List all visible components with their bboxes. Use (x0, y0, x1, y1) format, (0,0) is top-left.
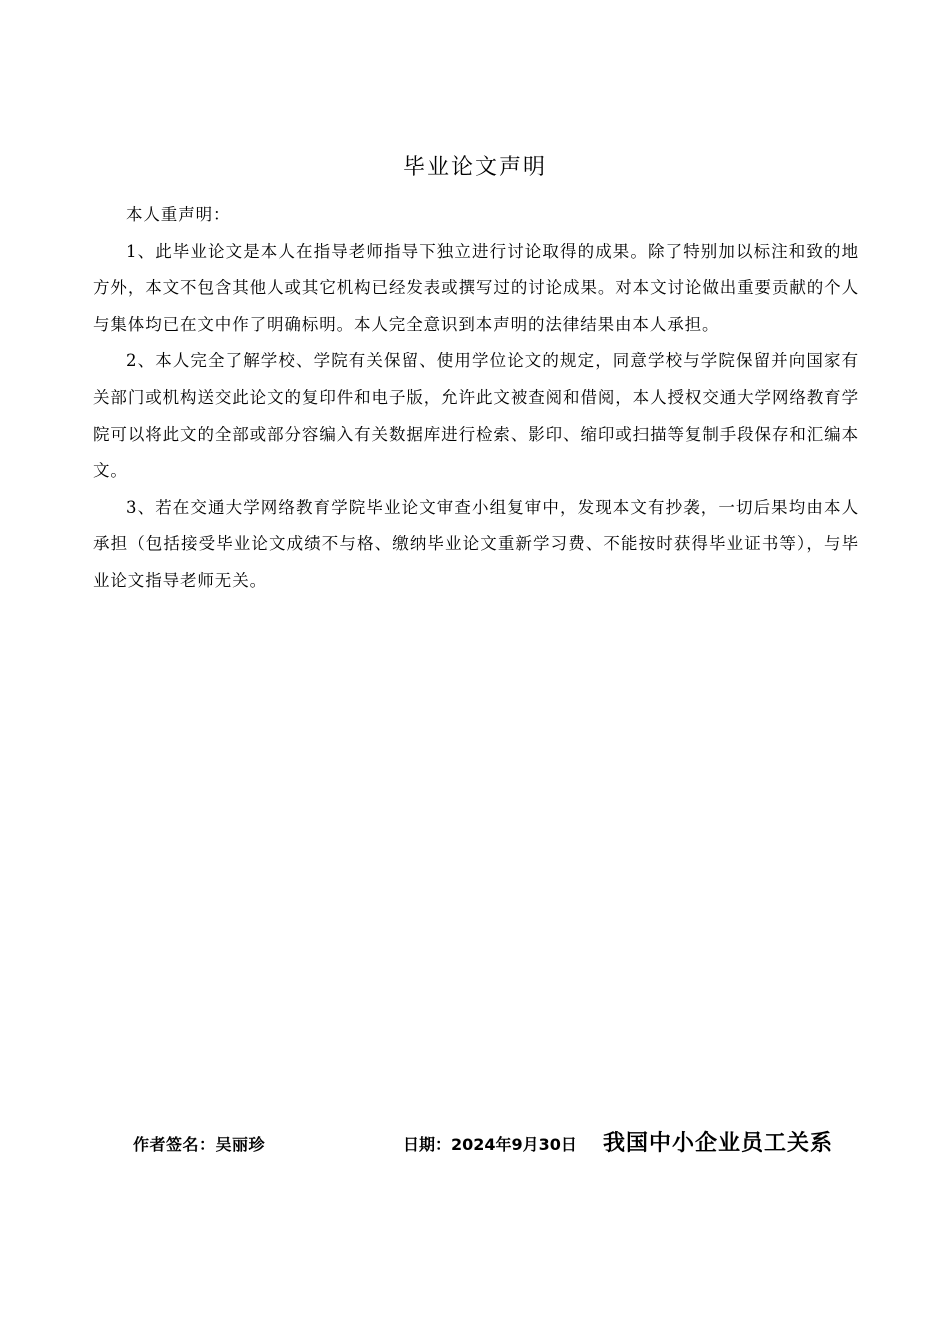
declaration-body (93, 197, 859, 600)
declaration-intro: 本人重声明： (126, 205, 231, 224)
declaration-clause-3: 3、若在交通大学网络教育学院毕业论文审查小组复审中，发现本文有抄袭，一切后果均由本人承担（包括接受毕业论文成绩不与格、缴纳毕业论文重新学习费、不能按时获得毕业证书等），与毕业论文指导老师无关。 (93, 497, 859, 590)
declaration-clause-1: 1、此毕业论文是本人在指导老师指导下独立进行讨论取得的成果。除了特别加以标注和致的地方外，本文不包含其他人或其它机构已经发表或撰写过的讨论成果。对本文讨论做出重要贡献的个人与集体均已在文中作了明确标明。本人完全意识到本声明的法律结果由本人承担。 (93, 241, 859, 334)
declaration-clause-2: 2、本人完全了解学校、学院有关保留、使用学位论文的规定，同意学校与学院保留并向国家有关部门或机构送交此论文的复印件和电子版，允许此文被查阅和借阅，本人授权交通大学网络教育学院可以将此文的全部或部分容编入有关数据库进行检索、影印、缩印或扫描等复制手段保存和汇编本文。 (93, 351, 859, 481)
author-signature: 作者签名：吴丽珍 (133, 1135, 266, 1154)
signature-date: 日期：2024年9月30日 (403, 1135, 577, 1154)
signature-footer (133, 1126, 913, 1162)
next-title-fragment: 我国中小企业员工关系 (603, 1131, 834, 1156)
page-title: 毕业论文声明 (402, 155, 547, 180)
